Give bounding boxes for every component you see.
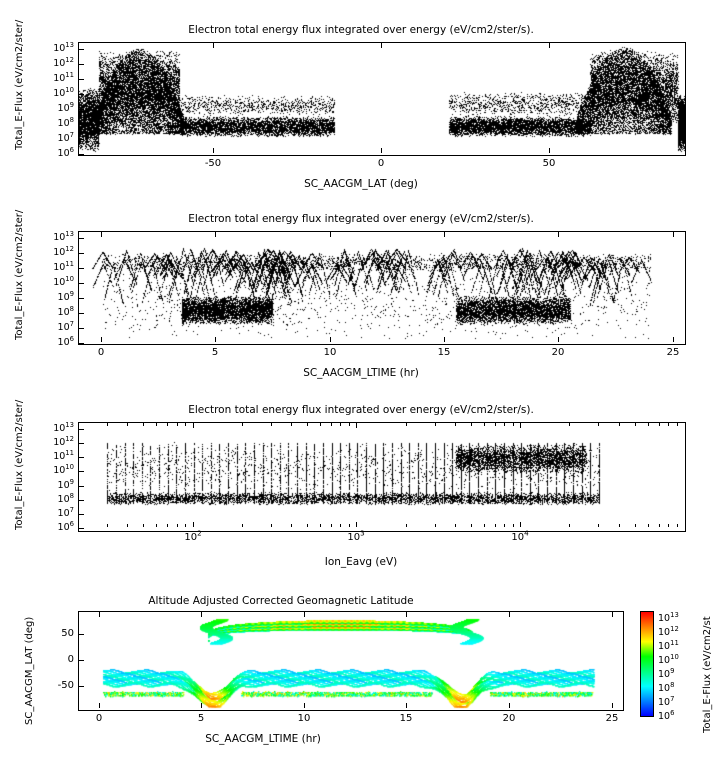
panel-xtick-minor (619, 524, 620, 527)
colorbar-tick-label: $10^8$ (658, 680, 675, 695)
panel-ytick-mark (79, 457, 84, 458)
panel4-title: Altitude Adjusted Corrected Geomagnetic Latitude (148, 595, 414, 607)
panel-xtick-mark-top (330, 232, 331, 237)
panel4-ytick-mark (79, 660, 84, 661)
panel4-ytick-label: -50 (57, 680, 74, 691)
panel4-ylabel: SC_AACGM_LAT (deg) (24, 616, 35, 725)
panel3-ylabel: Total_E-Flux (eV/cm2/ster/ (14, 399, 25, 530)
panel-xtick-minor-top (635, 423, 636, 426)
panel-xtick-minor-top (78, 423, 79, 426)
panel-xtick-minor-top (484, 423, 485, 426)
panel-xtick-minor (340, 524, 341, 527)
panel-xtick-mark-top (558, 232, 559, 237)
panel-ytick-label: $10^9$ (57, 477, 74, 491)
panel-xtick-mark-top (193, 423, 194, 428)
panel-ytick-label: $10^{10}$ (53, 462, 74, 476)
panel-ytick-mark (79, 429, 84, 430)
panel-xtick-minor (504, 524, 505, 527)
panel-xtick-label: 5 (211, 347, 219, 358)
panel4-xtick-label: 0 (95, 713, 103, 724)
colorbar-tick-label: $10^6$ (658, 708, 675, 722)
panel-xtick-label: 10 (323, 347, 337, 358)
panel-ytick-label: $10^6$ (57, 145, 74, 159)
panel-xtick-minor (167, 524, 168, 527)
panel-ytick-label: $10^{11}$ (53, 70, 74, 84)
panel-xtick-minor-top (495, 423, 496, 426)
panel-xtick-label: 20 (551, 347, 565, 358)
panel-xtick-minor-top (331, 423, 332, 426)
panel-ytick-label: $10^{13}$ (53, 229, 74, 243)
panel-xtick-minor-top (177, 423, 178, 426)
panel2-ylabel: Total_E-Flux (eV/cm2/ster/ (14, 209, 25, 340)
panel-xtick-minor (156, 524, 157, 527)
panel-xtick-minor (435, 524, 436, 527)
panel-xtick-minor (598, 524, 599, 527)
panel-xtick-mark (444, 337, 445, 342)
panel-xtick-mark-top (101, 232, 102, 237)
panel-ytick-mark (79, 500, 84, 501)
panel4-xtick-mark-top (406, 612, 407, 617)
panel-xtick-mark (330, 337, 331, 342)
panel-xtick-minor (677, 524, 678, 527)
panel-xtick-mark-top (213, 43, 214, 48)
panel-xtick-minor-top (127, 423, 128, 426)
panel-xtick-minor (78, 524, 79, 527)
panel-xtick-mark-top (444, 232, 445, 237)
panel-ytick-mark (79, 94, 84, 95)
panel4-xtick-label: 5 (197, 713, 205, 724)
panel4-xtick-mark-top (201, 612, 202, 617)
panel4-xtick-mark-top (304, 612, 305, 617)
panel-xtick-minor (406, 524, 407, 527)
panel-xtick-label: 50 (542, 158, 556, 169)
panel-xtick-mark (101, 337, 102, 342)
panel-ytick-label: $10^{11}$ (53, 259, 74, 273)
panel1-title: Electron total energy flux integrated over energy (eV/cm2/ster/s). (188, 24, 534, 36)
panel3-scatter-canvas (79, 423, 685, 531)
panel-ytick-mark (79, 283, 84, 284)
panel4-xtick-mark (509, 703, 510, 708)
panel-xtick-label: 0 (377, 158, 385, 169)
panel-ytick-label: $10^{10}$ (53, 85, 74, 99)
panel-xtick-minor-top (185, 423, 186, 426)
panel-xtick-label: $10^2$ (184, 528, 202, 543)
panel-xtick-minor (107, 524, 108, 527)
panel4-xtick-label: 10 (297, 713, 311, 724)
panel-ytick-label: $10^8$ (57, 491, 74, 505)
panel-xtick-mark (381, 148, 382, 153)
panel-ytick-label: $10^{12}$ (53, 244, 74, 258)
panel-xtick-minor (242, 524, 243, 527)
panel-ytick-label: $10^8$ (57, 115, 74, 129)
panel4-track-canvas (79, 612, 623, 710)
panel-electron-flux-vs-lat (0, 0, 722, 195)
panel-ytick-label: $10^6$ (57, 334, 74, 348)
panel-xtick-minor (331, 524, 332, 527)
panel4-ytick-label: 50 (61, 628, 74, 639)
panel-xtick-minor (668, 524, 669, 527)
panel-xtick-minor (513, 524, 514, 527)
panel-ytick-label: $10^6$ (57, 519, 74, 533)
panel-ytick-mark (79, 313, 84, 314)
panel-xtick-mark (215, 337, 216, 342)
panel-ytick-label: $10^{13}$ (53, 40, 74, 54)
panel-ytick-mark (79, 64, 84, 65)
panel-xtick-mark (356, 522, 357, 527)
panel-xtick-minor-top (242, 423, 243, 426)
panel2-plot-area (78, 231, 686, 345)
panel-xtick-minor-top (307, 423, 308, 426)
panel-xtick-mark-top (215, 232, 216, 237)
panel-xtick-minor (127, 524, 128, 527)
panel-xtick-minor (185, 524, 186, 527)
panel-xtick-mark (673, 337, 674, 342)
panel-xtick-label: 0 (97, 347, 105, 358)
panel4-ytick-label: 0 (67, 654, 74, 665)
panel-xtick-label: 25 (666, 347, 680, 358)
panel-ytick-label: $10^7$ (57, 505, 74, 519)
panel2-xlabel: SC_AACGM_LTIME (hr) (303, 367, 419, 379)
panel-xtick-mark (520, 522, 521, 527)
panel-ytick-mark (79, 328, 84, 329)
panel1-xlabel: SC_AACGM_LAT (deg) (304, 178, 418, 190)
panel4-xtick-mark (304, 703, 305, 708)
panel-xtick-mark (193, 522, 194, 527)
panel-ytick-mark (79, 79, 84, 80)
panel1-plot-area (78, 42, 686, 156)
colorbar-gradient (640, 611, 654, 717)
panel3-xlabel: Ion_Eavg (eV) (324, 556, 398, 568)
panel-xtick-minor (495, 524, 496, 527)
panel-ytick-label: $10^{10}$ (53, 274, 74, 288)
panel-xtick-minor-top (598, 423, 599, 426)
panel-ytick-label: $10^7$ (57, 319, 74, 333)
panel4-xlabel: SC_AACGM_LTIME (hr) (205, 733, 321, 745)
panel4-xtick-mark-top (612, 612, 613, 617)
panel4-ytick-mark (79, 634, 84, 635)
panel-xtick-mark-top (549, 43, 550, 48)
panel-xtick-mark (549, 148, 550, 153)
panel-ytick-label: $10^{11}$ (53, 448, 74, 462)
panel-xtick-minor (143, 524, 144, 527)
panel-xtick-minor (635, 524, 636, 527)
panel-xtick-mark-top (381, 43, 382, 48)
colorbar-tick-label: $10^9$ (658, 667, 675, 681)
panel-ytick-mark (79, 471, 84, 472)
panel-xtick-minor-top (406, 423, 407, 426)
panel-xtick-mark (213, 148, 214, 153)
panel-xtick-minor (484, 524, 485, 527)
panel-xtick-mark-top (520, 423, 521, 428)
panel4-xtick-label: 20 (502, 713, 516, 724)
panel-ytick-mark (79, 124, 84, 125)
panel-ytick-label: $10^{12}$ (53, 55, 74, 69)
panel-ytick-mark (79, 343, 84, 344)
panel1-scatter-canvas (79, 43, 685, 155)
panel-xtick-minor-top (668, 423, 669, 426)
panel-xtick-minor-top (513, 423, 514, 426)
colorbar-tick-label: $10^{11}$ (658, 639, 679, 653)
panel-ytick-mark (79, 49, 84, 50)
panel-xtick-minor (648, 524, 649, 527)
panel4-xtick-mark-top (509, 612, 510, 617)
panel-xtick-label: 15 (437, 347, 451, 358)
panel-xtick-minor-top (619, 423, 620, 426)
panel-ytick-label: $10^8$ (57, 304, 74, 318)
colorbar-tick-label: $10^7$ (658, 694, 675, 709)
panel-ytick-label: $10^9$ (57, 100, 74, 114)
panel-ytick-label: $10^9$ (57, 289, 74, 303)
panel-xtick-minor (349, 524, 350, 527)
panel-xtick-mark (558, 337, 559, 342)
panel-xtick-minor (320, 524, 321, 527)
panel-ytick-label: $10^7$ (57, 130, 74, 144)
panel-xtick-minor-top (455, 423, 456, 426)
panel4-ytick-mark (79, 686, 84, 687)
panel-xtick-minor (291, 524, 292, 527)
colorbar-tick-label: $10^{12}$ (658, 625, 679, 639)
panel4-xtick-mark-top (99, 612, 100, 617)
panel4-xtick-mark (612, 703, 613, 708)
panel2-title: Electron total energy flux integrated over energy (eV/cm2/ster/s). (188, 213, 534, 225)
panel-ytick-mark (79, 443, 84, 444)
panel-xtick-minor-top (435, 423, 436, 426)
colorbar-tick-label: $10^{13}$ (658, 611, 679, 625)
panel-xtick-minor-top (291, 423, 292, 426)
panel-xtick-label: $10^3$ (347, 528, 365, 543)
panel-ytick-label: $10^{13}$ (53, 420, 74, 434)
panel4-xtick-mark (406, 703, 407, 708)
panel-xtick-minor-top (569, 423, 570, 426)
panel-ytick-mark (79, 238, 84, 239)
panel-xtick-minor (307, 524, 308, 527)
panel4-xtick-label: 25 (605, 713, 619, 724)
panel-electron-flux-vs-ltime (0, 195, 722, 390)
panel1-ylabel: Total_E-Flux (eV/cm2/ster/ (14, 19, 25, 150)
panel-aacgm-latitude-track (0, 575, 722, 771)
panel-ytick-mark (79, 486, 84, 487)
panel-xtick-minor-top (107, 423, 108, 426)
panel-xtick-minor (455, 524, 456, 527)
panel-xtick-minor-top (471, 423, 472, 426)
panel-ytick-mark (79, 139, 84, 140)
panel-xtick-mark-top (356, 423, 357, 428)
panel-xtick-minor-top (648, 423, 649, 426)
panel-ytick-mark (79, 298, 84, 299)
panel4-plot-area (78, 611, 624, 711)
panel-xtick-label: $10^4$ (511, 528, 529, 543)
colorbar-title: Total_E-Flux (eV/cm2/st (702, 616, 713, 733)
panel-xtick-minor (471, 524, 472, 527)
panel3-title: Electron total energy flux integrated over energy (eV/cm2/ster/s). (188, 404, 534, 416)
panel-xtick-minor (659, 524, 660, 527)
panel-ytick-mark (79, 109, 84, 110)
panel-xtick-minor-top (271, 423, 272, 426)
panel-xtick-label: -50 (204, 158, 222, 169)
panel-xtick-mark-top (673, 232, 674, 237)
panel-xtick-minor-top (504, 423, 505, 426)
panel-xtick-minor-top (143, 423, 144, 426)
panel-ytick-mark (79, 268, 84, 269)
panel-ytick-label: $10^{12}$ (53, 434, 74, 448)
panel2-scatter-canvas (79, 232, 685, 344)
panel-xtick-minor-top (677, 423, 678, 426)
panel-xtick-minor-top (167, 423, 168, 426)
panel-xtick-minor-top (659, 423, 660, 426)
colorbar-tick-label: $10^{10}$ (658, 653, 679, 667)
panel-ytick-mark (79, 253, 84, 254)
panel-xtick-minor-top (320, 423, 321, 426)
panel-xtick-minor (177, 524, 178, 527)
panel-electron-flux-vs-ion-eavg (0, 390, 722, 575)
panel-xtick-minor (271, 524, 272, 527)
panel-ytick-mark (79, 514, 84, 515)
panel-ytick-mark (79, 528, 84, 529)
panel4-xtick-mark (99, 703, 100, 708)
panel-xtick-minor-top (156, 423, 157, 426)
panel-ytick-mark (79, 154, 84, 155)
panel-xtick-minor (569, 524, 570, 527)
panel-xtick-minor-top (349, 423, 350, 426)
panel4-xtick-mark (201, 703, 202, 708)
panel3-plot-area (78, 422, 686, 532)
panel4-xtick-label: 15 (399, 713, 413, 724)
panel-xtick-minor-top (340, 423, 341, 426)
